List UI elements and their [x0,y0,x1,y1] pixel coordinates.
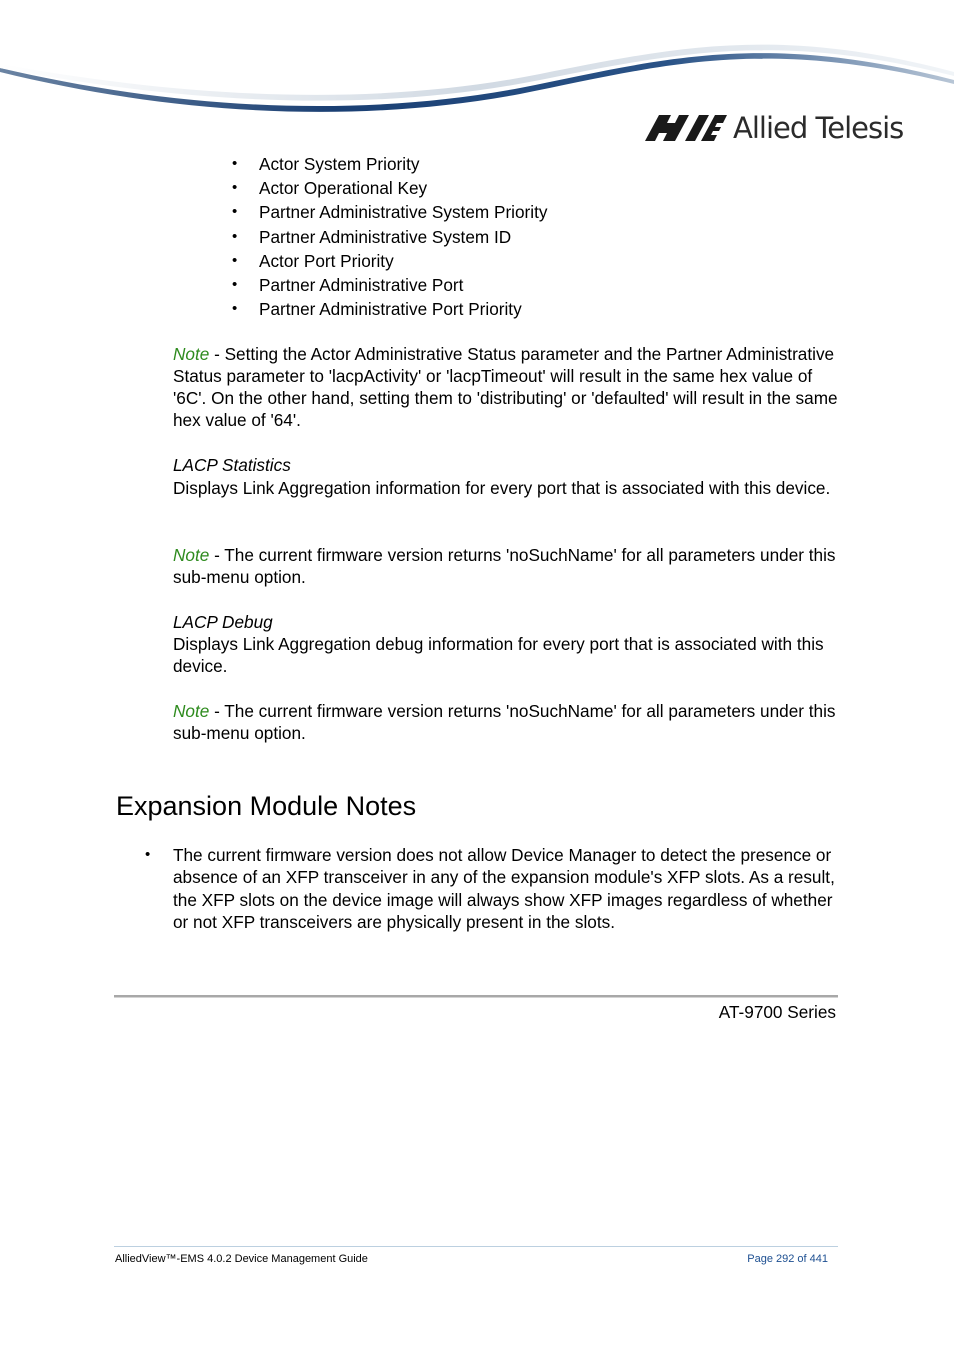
list-item: • Partner Administrative System Priority [232,200,547,224]
header-swoosh-graphic [0,0,954,125]
list-item: • Actor System Priority [232,152,547,176]
parameter-list [232,152,547,321]
lacp-debug-heading: LACP Debug [173,612,273,632]
footer-page-number: Page 292 of 441 [747,1253,828,1265]
section-title: Expansion Module Notes [116,791,417,821]
expansion-notes-list [145,844,845,933]
note-text: - The current firmware version returns 'noSuchName' for all parameters under this sub-menu option. [173,701,836,743]
list-item: • The current firmware version does not allow Device Manager to detect the presence or absence of an XFP transceiver in any of the expansion module's XFP slots. As a result, the XFP slots on the device image will always show XFP images regardless of whether or not XFP transceivers are physically present in the slots. [145,844,845,933]
brand-name: Allied Telesis [733,111,904,145]
note-label: Note [173,701,210,721]
list-item: • Partner Administrative System ID [232,225,547,249]
note-paragraph-1 [173,343,843,431]
note-text: - The current firmware version returns 'noSuchName' for all parameters under this sub-menu option. [173,545,836,587]
list-item: • Actor Port Priority [232,249,547,273]
allied-telesis-logo-mark-icon [645,115,727,141]
note-label: Note [173,545,210,565]
lacp-statistics-description: Displays Link Aggregation information for every port that is associated with this device. [173,478,831,498]
allied-telesis-logo [645,110,903,146]
footer-document-title: AlliedView™-EMS 4.0.2 Device Management Guide [115,1253,368,1265]
footer-divider [114,1246,838,1247]
lacp-statistics-heading: LACP Statistics [173,455,291,475]
lacp-debug-description: Displays Link Aggregation debug information for every port that is associated with this device. [173,634,824,676]
series-label: AT-9700 Series [718,1002,836,1022]
list-item: • Partner Administrative Port Priority [232,297,547,321]
note-text: - Setting the Actor Administrative Status parameter and the Partner Administrative Status parameter to 'lacpActivity' or 'lacpTimeout' will result in the same hex value of '6C'. On the other hand, setting them to 'distributing' or 'defaulted' will result in the same hex value of '64'. [173,344,838,430]
list-item: • Actor Operational Key [232,176,547,200]
note-paragraph-2 [173,544,843,588]
note-label: Note [173,344,210,364]
note-paragraph-3 [173,700,843,744]
section-divider [114,995,838,998]
list-item: • Partner Administrative Port [232,273,547,297]
